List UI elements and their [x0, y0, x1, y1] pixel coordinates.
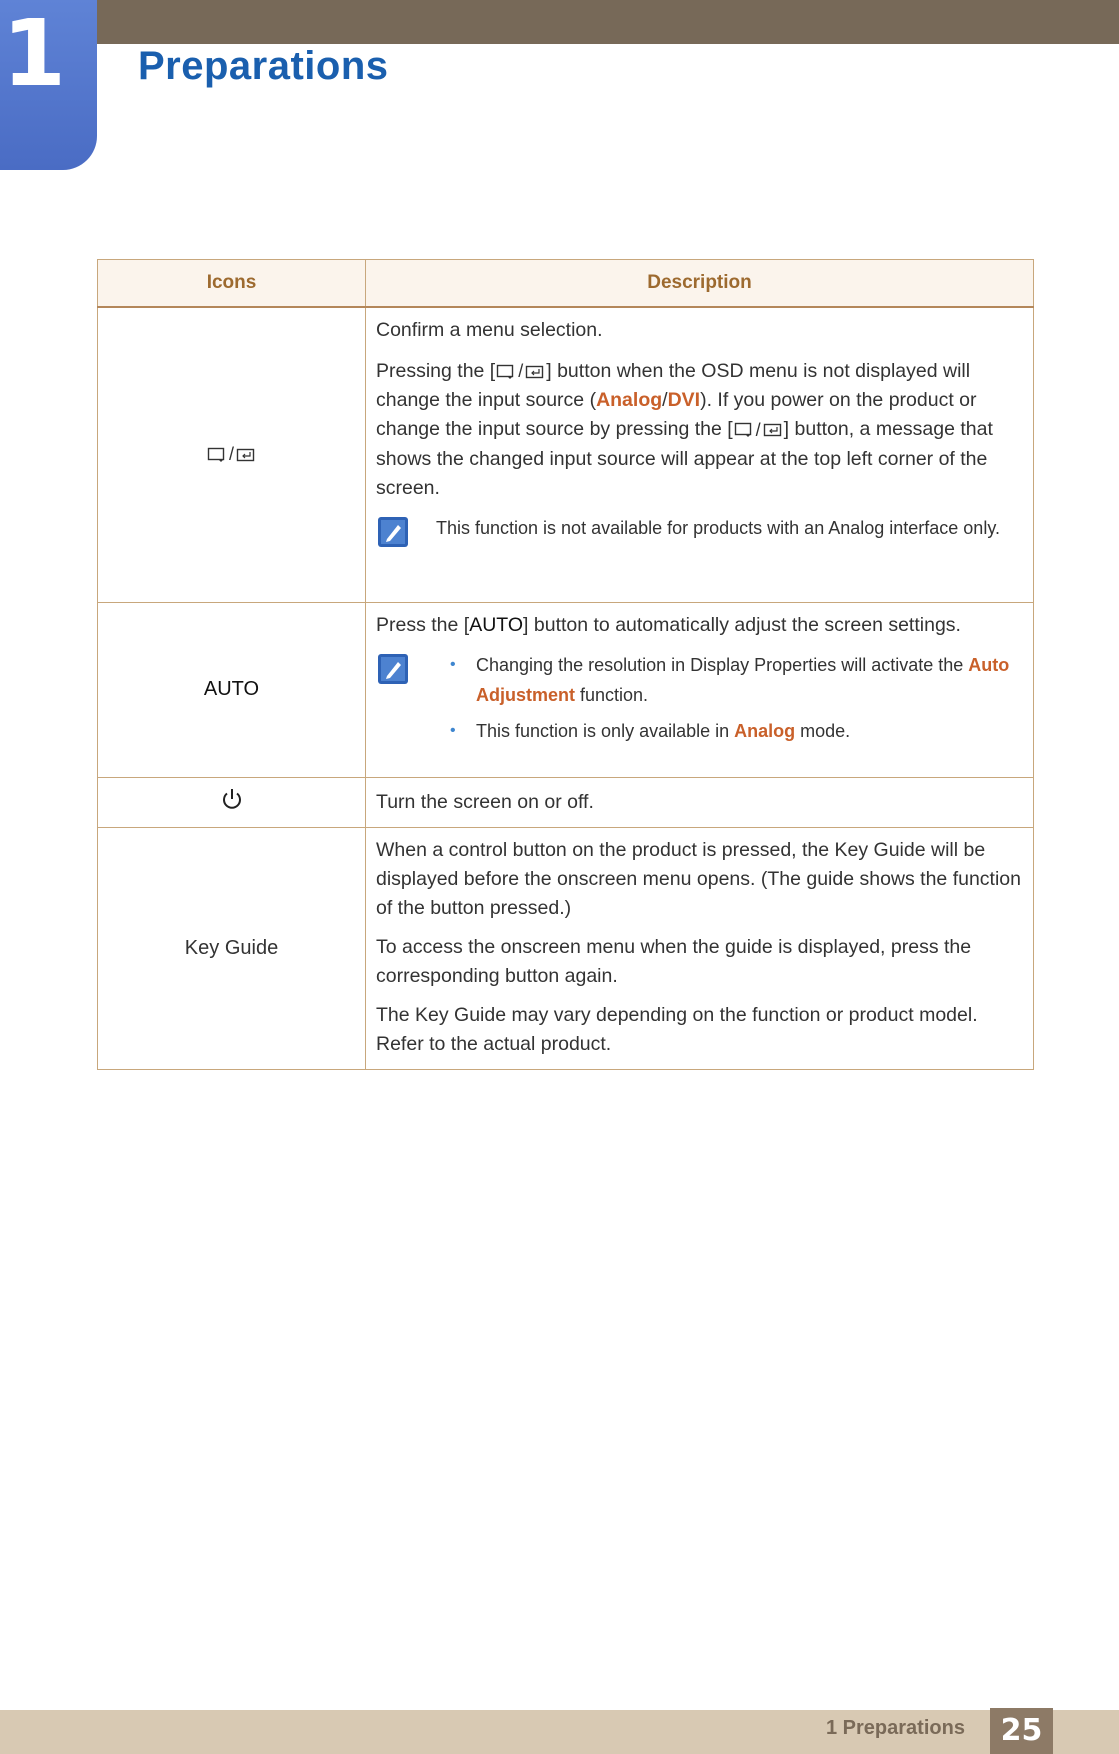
description-cell: [366, 827, 1034, 1069]
desc-text: ] button when the OSD menu is not displayed will change the input source (: [376, 360, 971, 412]
highlight-dvi: DVI: [667, 389, 701, 412]
desc-text: This function is only available in: [476, 720, 735, 741]
auto-label: AUTO: [203, 678, 260, 700]
description-cell: [366, 602, 1034, 777]
description-cell: [366, 307, 1034, 602]
desc-text: Turn the screen on or off.: [376, 790, 594, 813]
desc-text: Confirm a menu selection.: [376, 319, 603, 341]
highlight-auto-adjustment: Auto Adjustment: [476, 654, 1010, 705]
list-item: [450, 716, 1021, 746]
desc-text: mode.: [795, 720, 851, 741]
note-text: This function is not available for products with an Analog interface only.: [436, 517, 1000, 538]
table-row: [98, 602, 1034, 777]
desc-text: function.: [575, 684, 649, 705]
desc-text: The Key Guide may vary depending on the function or product model. Refer to the actual product.: [376, 1003, 978, 1055]
desc-paragraph: [376, 357, 1021, 503]
chapter-tab: [0, 0, 97, 170]
header-icons: Icons: [98, 260, 366, 308]
page-number: 25: [990, 1708, 1053, 1754]
desc-text: ] button, a message that shows the changed input source will appear at the top left corner of the screen.: [376, 418, 993, 499]
source-enter-icon: /: [734, 416, 783, 445]
desc-text: Press the [: [376, 613, 470, 636]
auto-key-label: AUTO: [469, 613, 524, 636]
bullet-icon: •: [450, 655, 456, 673]
header-description: Description: [366, 260, 1034, 308]
desc-text: To access the onscreen menu when the guide is displayed, press the corresponding button again.: [376, 935, 972, 987]
note-pencil-icon: [378, 517, 408, 556]
key-guide-label: Key Guide: [184, 936, 279, 959]
description-cell: [366, 777, 1034, 827]
note-block: [376, 513, 1021, 543]
list-item: [450, 650, 1021, 710]
note-pencil-icon: [378, 654, 408, 693]
footer-chapter-label: 1 Preparations: [826, 1717, 965, 1739]
desc-text: Changing the resolution in Display Properties will activate the: [476, 654, 969, 675]
page-title: Preparations: [138, 44, 389, 88]
desc-text: Pressing the [: [376, 360, 496, 382]
icon-cell: [98, 777, 366, 827]
enter-icon: [236, 447, 256, 463]
table-row: [98, 827, 1034, 1069]
desc-text: /: [662, 389, 668, 412]
note-list: [436, 650, 1021, 746]
highlight-analog: Analog: [734, 720, 796, 741]
note-block: [376, 650, 1021, 746]
icon-cell: [98, 602, 366, 777]
source-enter-icon: /: [207, 444, 256, 465]
table-header-row: [98, 260, 1034, 308]
power-icon: [220, 787, 244, 817]
icons-table: [97, 259, 1034, 1070]
desc-paragraph: [376, 611, 1021, 640]
highlight-analog: Analog: [596, 389, 663, 412]
table-row: [98, 777, 1034, 827]
desc-text: ] button to automatically adjust the screen settings.: [523, 613, 961, 636]
source-enter-icon: /: [496, 357, 545, 386]
icon-cell: [98, 827, 366, 1069]
bullet-icon: •: [450, 721, 456, 739]
table-row: [98, 307, 1034, 602]
top-banner: [0, 0, 1119, 44]
desc-text: ). If you power on the product or change the input source by pressing the [: [376, 389, 977, 441]
chapter-number: 1: [1, 0, 66, 107]
desc-text: When a control button on the product is pressed, the Key Guide will be displayed before the onscreen menu opens. (The guide shows the function of the button pressed.): [376, 838, 1021, 919]
icon-cell: [98, 307, 366, 602]
source-icon: [207, 447, 227, 463]
